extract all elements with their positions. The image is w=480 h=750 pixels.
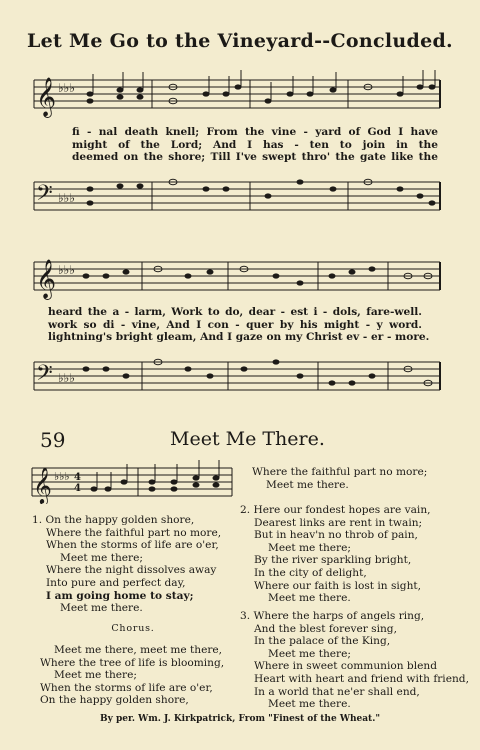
svg-text:♭♭♭: ♭♭♭ <box>58 371 75 385</box>
system2-lyrics <box>48 306 430 344</box>
music-staff-bass-1 <box>28 172 448 222</box>
verse-line: Meet me there; <box>268 541 351 554</box>
lyric-line: work so di - vine, And I con - quer by his might - y word. <box>48 318 422 331</box>
svg-text:4: 4 <box>74 483 81 494</box>
verse-line: Meet me there. <box>60 602 143 615</box>
svg-text:♭♭♭: ♭♭♭ <box>58 191 75 205</box>
verse-2 <box>240 504 431 605</box>
music-staff-incipit <box>28 458 236 504</box>
copyright-footer: By per. Wm. J. Kirkpatrick, From "Finest of the Wheat." <box>99 714 381 724</box>
music-staff-treble-2 <box>28 252 448 302</box>
svg-text:𝄞: 𝄞 <box>36 77 57 117</box>
system1-lyrics <box>72 126 438 164</box>
svg-text:𝄞: 𝄞 <box>33 466 52 504</box>
lyric-line: lightning's bright gleam, And I gaze on my Christ ev - er - more. <box>48 331 430 343</box>
verse-line: Meet me there; <box>268 647 351 660</box>
verse-1 <box>32 514 221 615</box>
svg-text:𝄢: 𝄢 <box>36 361 53 391</box>
hymn-title: Meet Me There. <box>170 428 325 450</box>
chorus-heading: Chorus. <box>111 623 155 634</box>
verse-line: Where the night dissolves away <box>46 564 217 577</box>
verse-line: Where in sweet communion blend <box>254 660 437 673</box>
verse-line: Meet me there. <box>268 592 351 605</box>
music-staff-bass-2 <box>28 352 448 402</box>
verse-line: Meet me there; <box>60 551 143 564</box>
verse-line: Meet me there. <box>268 698 351 711</box>
svg-text:𝄞: 𝄞 <box>36 259 57 299</box>
verse-line: In a world that ne'er shall end, <box>254 685 420 698</box>
verse-line: Where the harps of angels ring, <box>253 610 425 622</box>
verse-line: Where the faithful part no more; <box>252 466 428 478</box>
chorus-line: When the storms of life are o'er, <box>40 681 213 694</box>
lyric-line: might of the Lord; And I has - ten to join in the <box>72 138 438 151</box>
svg-text:𝄢: 𝄢 <box>36 181 53 211</box>
lyric-line: fi - nal death knell; From the vine - yard of God I have <box>72 126 438 138</box>
chorus-line: Meet me there; <box>54 669 137 682</box>
verse-3 <box>240 610 469 711</box>
verse-line: Here our fondest hopes are vain, <box>253 504 431 516</box>
svg-text:♭♭♭: ♭♭♭ <box>58 263 75 277</box>
verse-line: But in heav'n no throb of pain, <box>254 529 418 542</box>
verse-line: Into pure and perfect day, <box>46 576 186 589</box>
verse-number: 2. <box>240 504 251 516</box>
verse-line: When the storms of life are o'er, <box>46 539 219 552</box>
verse-line: By the river sparkling bright, <box>254 554 412 567</box>
verse-line: In the city of delight, <box>254 566 367 579</box>
music-staff-treble-1 <box>28 70 448 120</box>
verse-line: On the happy golden shore, <box>45 514 195 526</box>
lyric-line: deemed on the shore; Till I've swept thro' the gate like the <box>72 151 438 163</box>
svg-text:4: 4 <box>74 472 81 483</box>
refrain-top <box>252 466 427 491</box>
verse-line: In the palace of the King, <box>254 635 391 648</box>
verse-line: Where the faithful part no more, <box>46 526 222 539</box>
lyric-line: heard the a - larm, Work to do, dear - est i - dols, fare-well. <box>48 306 422 318</box>
verse-line: Where our faith is lost in sight, <box>254 579 422 592</box>
verse-number: 1. <box>32 514 43 526</box>
svg-text:♭♭♭: ♭♭♭ <box>58 81 75 95</box>
chorus <box>40 644 224 707</box>
verse-line: I am going home to stay; <box>46 589 194 602</box>
svg-text:♭♭♭: ♭♭♭ <box>54 470 70 483</box>
chorus-line: Meet me there, meet me there, <box>54 644 223 656</box>
chorus-line: On the happy golden shore, <box>40 694 189 707</box>
hymn-number: 59 <box>40 428 66 452</box>
page-title: Let Me Go to the Vineyard--Concluded. <box>27 30 453 52</box>
verse-number: 3. <box>240 610 251 622</box>
verse-line: And the blest forever sing, <box>254 622 397 635</box>
verse-line: Dearest links are rent in twain; <box>254 516 423 529</box>
chorus-line: Where the tree of life is blooming, <box>40 656 225 669</box>
verse-line: Meet me there. <box>266 478 349 491</box>
verse-line: Heart with heart and friend with friend, <box>254 672 469 685</box>
